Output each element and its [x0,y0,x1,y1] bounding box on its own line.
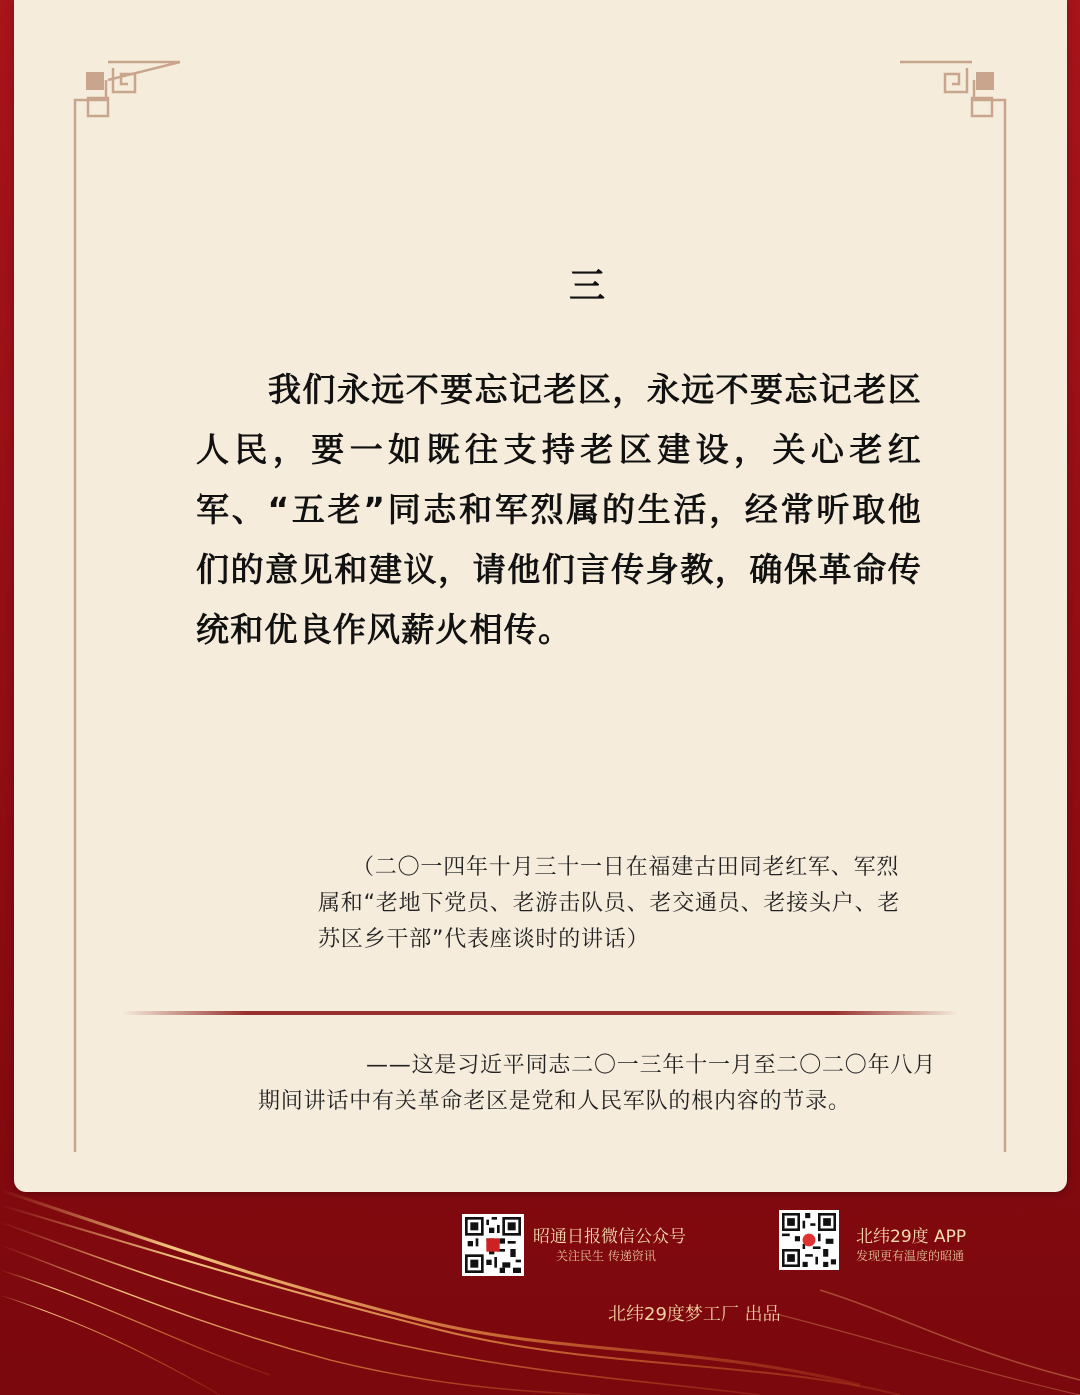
wechat-account-subtitle: 关注民生 传递资讯 [556,1249,656,1263]
quote-body: 我们永远不要忘记老区，永远不要忘记老区人民，要一如既往支持老区建设，关心老红军、“五老”同志和军烈属的生活，经常听取他们的意见和建议，请他们言传身教，确保革命传统和优良作风薪火相传。 [196,370,922,649]
summary-text [258,1048,958,1120]
section-number: 三 [568,266,607,307]
qr-code-icon[interactable] [462,1214,524,1276]
app-subtitle: 发现更有温度的昭通 [856,1249,965,1263]
summary-line-1: ——这是习近平同志二〇一三年十一月至二〇二〇年八月 [366,1053,937,1078]
producer-credit: 北纬29度梦工厂 出品 [608,1304,781,1325]
wechat-account-title: 昭通日报微信公众号 [533,1227,686,1247]
summary-line-2: 期间讲话中有关革命老区是党和人民军队的根内容的节录。 [258,1089,851,1114]
source-note: （二〇一四年十月三十一日在福建古田同老红军、军烈属和“老地下党员、老游击队员、老交通员、老接头户、老苏区乡干部”代表座谈时的讲话） [318,855,901,952]
app-qr-code [782,1213,836,1267]
app-title: 北纬29度 APP [856,1227,967,1247]
divider-line [122,1011,958,1015]
wechat-qr-code [465,1217,521,1273]
qr-code-icon[interactable] [779,1210,839,1270]
